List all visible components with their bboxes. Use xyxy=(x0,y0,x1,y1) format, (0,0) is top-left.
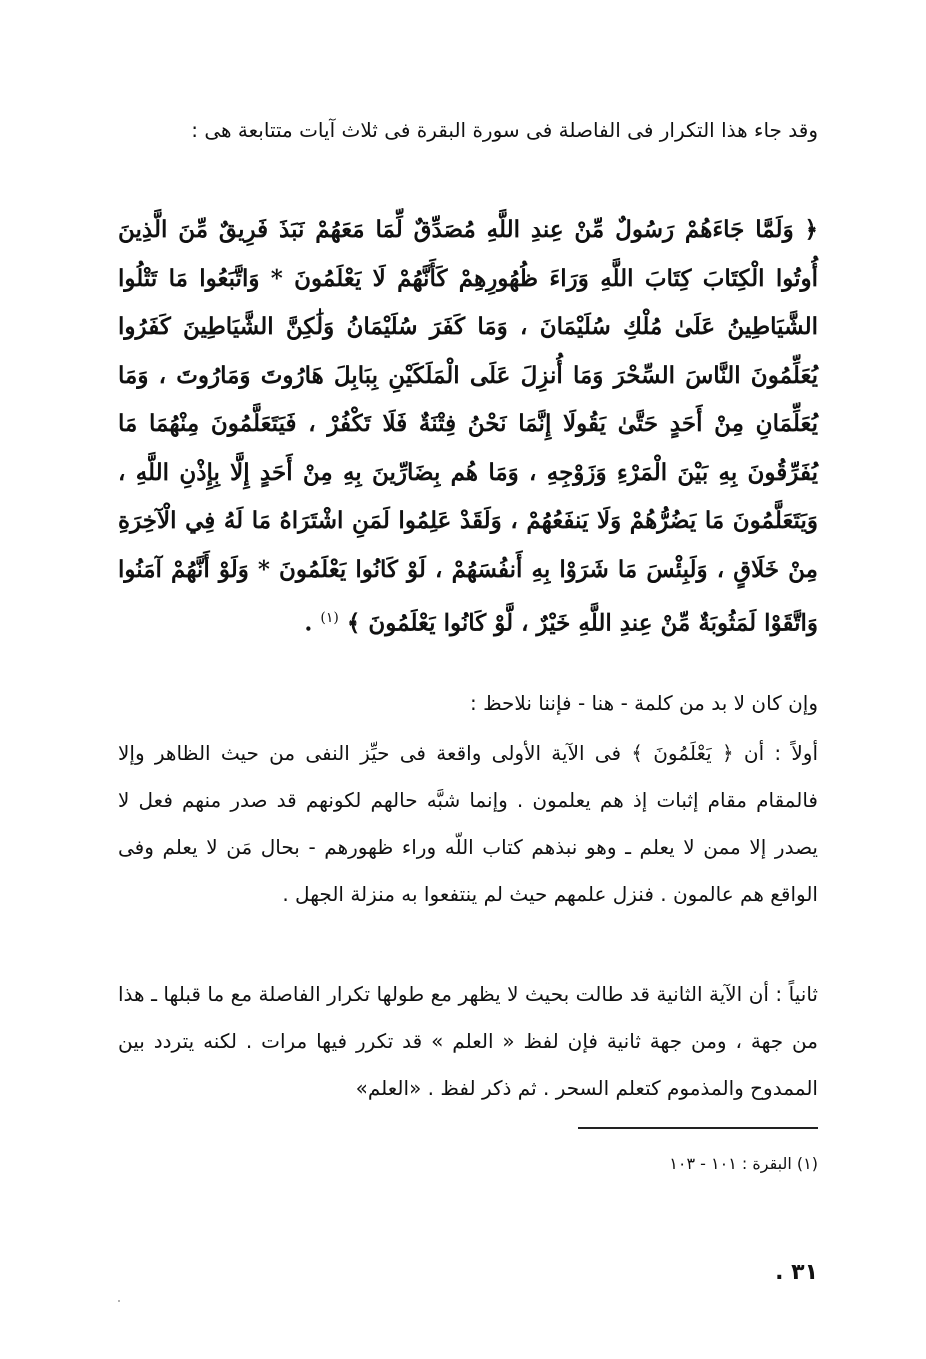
note-line: وإن كان لا بد من كلمة - هنا - فإننا نلاحظ : xyxy=(469,691,818,715)
page-number: ٣١ . xyxy=(775,1260,818,1285)
quran-text: ﴿ وَلَمَّا جَاءَهُمْ رَسُولٌ مِّنْ عِندِ اللَّهِ مُصَدِّقٌ لِّمَا مَعَهُمْ نَبَذَ فَرِيقٌ مِّنَ الَّذِينَ أُوتُوا الْكِتَابَ كِتَابَ اللَّهِ وَرَاءَ ظُهُورِهِمْ كَأَنَّهُمْ لَا يَعْلَمُونَ * وَاتَّبَعُوا مَا تَتْلُوا الشَّيَاطِينُ عَلَىٰ مُلْكِ سُلَيْمَانَ ، وَمَا كَفَرَ سُلَيْمَانُ وَلَٰكِنَّ الشَّيَاطِينَ كَفَرُوا يُعَلِّمُونَ النَّاسَ السِّحْرَ وَمَا أُنزِلَ عَلَى الْمَلَكَيْنِ بِبَابِلَ هَارُوتَ وَمَارُوتَ ، وَمَا يُعَلِّمَانِ مِنْ أَحَدٍ حَتَّىٰ يَقُولَا إِنَّمَا نَحْنُ فِتْنَةٌ فَلَا تَكْفُرْ ، فَيَتَعَلَّمُونَ مِنْهُمَا مَا يُفَرِّقُونَ بِهِ بَيْنَ الْمَرْءِ وَزَوْجِهِ ، وَمَا هُم بِضَارِّينَ بِهِ مِنْ أَحَدٍ إِلَّا بِإِذْنِ اللَّهِ ، وَيَتَعَلَّمُونَ مَا يَضُرُّهُمْ وَلَا يَنفَعُهُمْ ، وَلَقَدْ عَلِمُوا لَمَنِ اشْتَرَاهُ مَا لَهُ فِي الْآخِرَةِ مِنْ خَلَاقٍ ، وَلَبِئْسَ مَا شَرَوْا بِهِ أَنفُسَهُمْ ، لَوْ كَانُوا يَعْلَمُونَ * وَلَوْ أَنَّهُمْ آمَنُوا وَاتَّقَوْا لَمَثُوبَةٌ مِّنْ عِندِ اللَّهِ خَيْرٌ ، لَّوْ كَانُوا يَعْلَمُونَ ﴾ xyxy=(118,216,818,637)
paragraph-second: ثانياً : أن الآية الثانية قد طالت بحيث لا يظهر مع طولها تكرار الفاصلة مع ما قبلها ـ هذا من جهة ، ومن جهة ثانية فإن لفظ « العلم » قد تكرر فيها مرات . لكنه يتردد بين الممدوح والمذموم كتعلم السحر . ثم ذكر لفظ . «العلم» xyxy=(118,982,818,1100)
footnote: (١) البقرة : ١٠١ - ١٠٣ xyxy=(669,1154,818,1173)
intro-paragraph: وقد جاء هذا التكرار فى الفاصلة فى سورة البقرة فى ثلاث آيات متتابعة هى : xyxy=(191,118,818,142)
quran-verses xyxy=(118,206,818,648)
quran-end: . xyxy=(304,609,313,637)
footnote-divider xyxy=(578,1127,818,1129)
paragraph-first: أولاً : أن ﴿ يَعْلَمُونَ ﴾ فى الآية الأولى واقعة فى حيِّز النفى من حيث الظاهر وإلا فالمقام مقام إثبات إذ هم يعلمون . وإنما شبَّه حالهم لكونهم قد صدر منهم فعل لا يصدر إلا ممن لا يعلم ـ وهو نبذهم كتاب اللّه وراء ظهورهم - بحال مَن لا يعلم وفى الواقع هم عالمون . فنزل علمهم حيث لم ينتفعوا به منزلة الجهل . xyxy=(118,741,818,906)
scan-speck xyxy=(118,1300,120,1302)
footnote-marker: (١) xyxy=(320,610,339,626)
